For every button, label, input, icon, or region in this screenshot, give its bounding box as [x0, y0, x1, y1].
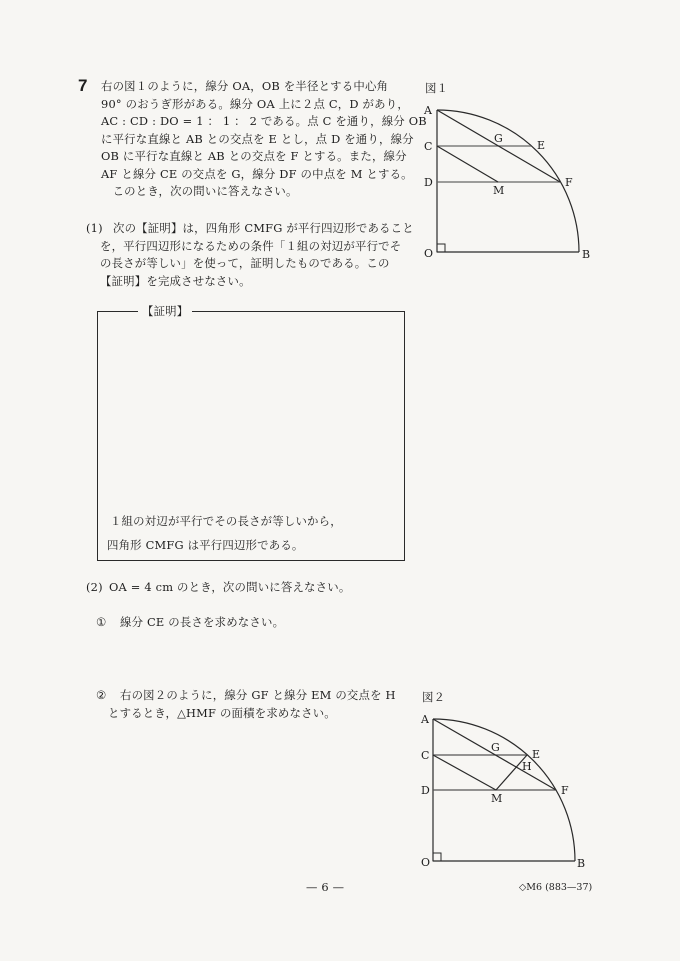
- part1-line: を，平行四辺形になるための条件「１組の対辺が平行でそ: [100, 238, 402, 253]
- intro-line: 90° のおうぎ形がある。線分 OA 上に２点 C，D があり，: [101, 96, 409, 111]
- fig2-label-g: G: [491, 741, 500, 754]
- fig1-label-c: C: [424, 140, 433, 153]
- fig1-label-m: M: [493, 184, 505, 197]
- fig2-label-c: C: [421, 749, 430, 762]
- fig1-right-angle-mark: [437, 244, 445, 252]
- fig1-label-d: D: [424, 176, 433, 189]
- figure2-caption: 図２: [422, 690, 445, 704]
- fig1-label-a: A: [424, 104, 432, 117]
- part2-text: OA = 4 cm のとき，次の問いに答えなさい。: [109, 580, 351, 594]
- part1-line: 次の【証明】は，四角形 CMFG が平行四辺形であること: [113, 221, 414, 235]
- fig2-label-m: M: [491, 792, 503, 805]
- intro-line: 右の図１のように，線分 OA，OB を半径とする中心角: [101, 79, 389, 93]
- proof-title: 【証明】: [138, 303, 192, 319]
- question-number: 7: [78, 76, 88, 95]
- intro-line: OB に平行な直線と AB との交点を F とする。また，線分: [101, 149, 407, 163]
- intro-line: に平行な直線と AB との交点を E とし，点 D を通り，線分: [101, 131, 414, 146]
- fig2-right-angle-mark: [433, 853, 441, 861]
- part2-sub2-label: ②: [96, 688, 107, 702]
- fig1-label-b: B: [582, 248, 591, 261]
- fig2-label-a: A: [421, 713, 429, 726]
- part1-text: [100, 220, 414, 290]
- figure1-caption: 図１: [425, 81, 448, 95]
- fig2-segment-cm: [433, 755, 496, 790]
- part1-label: (1): [86, 221, 103, 235]
- question-intro: [101, 78, 427, 201]
- intro-line: このとき，次の問いに答えなさい。: [101, 184, 298, 198]
- part2-sub1-label: ①: [96, 615, 107, 629]
- page-number: — 6 —: [306, 880, 345, 894]
- fig1-label-e: E: [537, 139, 546, 152]
- fig2-label-e: E: [532, 748, 541, 761]
- fig1-segment-cm: [437, 146, 498, 182]
- proof-conclusion-line: １組の対辺が平行でその長さが等しいから，: [110, 514, 342, 528]
- part2-sub1-text: 線分 CE の長さを求めなさい。: [120, 615, 285, 629]
- fig2-label-d: D: [421, 784, 430, 797]
- fig2-label-o: O: [421, 856, 431, 869]
- part2-sub2-line: とするとき，△HMF の面積を求めなさい。: [108, 705, 336, 720]
- fig2-label-h: H: [522, 760, 532, 773]
- part2-label: (2): [86, 580, 103, 594]
- part1-line: 【証明】を完成させなさい。: [100, 273, 251, 288]
- fig1-label-f: F: [565, 176, 573, 189]
- fig2-label-f: F: [561, 784, 569, 797]
- exam-code: ◇M6 (883—37): [519, 882, 593, 893]
- proof-conclusion-line: 四角形 CMFG は平行四辺形である。: [107, 538, 304, 552]
- intro-line: AC : CD : DO = 1 ： 1 ： 2 である。点 C を通り，線分 OB: [101, 114, 427, 128]
- intro-line: AF と線分 CE の交点を G，線分 DF の中点を M とする。: [101, 166, 413, 181]
- fig1-label-g: G: [494, 132, 503, 145]
- fig2-label-b: B: [577, 857, 586, 870]
- figure1-diagram: [415, 95, 605, 270]
- part2-sub2-line: 右の図２のように，線分 GF と線分 EM の交点を H: [120, 688, 396, 702]
- figure2-diagram: [412, 704, 602, 874]
- proof-conclusion: [107, 509, 342, 557]
- part1-line: の長さが等しい」を使って，証明したものである。この: [100, 256, 390, 270]
- fig1-label-o: O: [424, 247, 434, 260]
- part2-sub2-text: [108, 687, 396, 722]
